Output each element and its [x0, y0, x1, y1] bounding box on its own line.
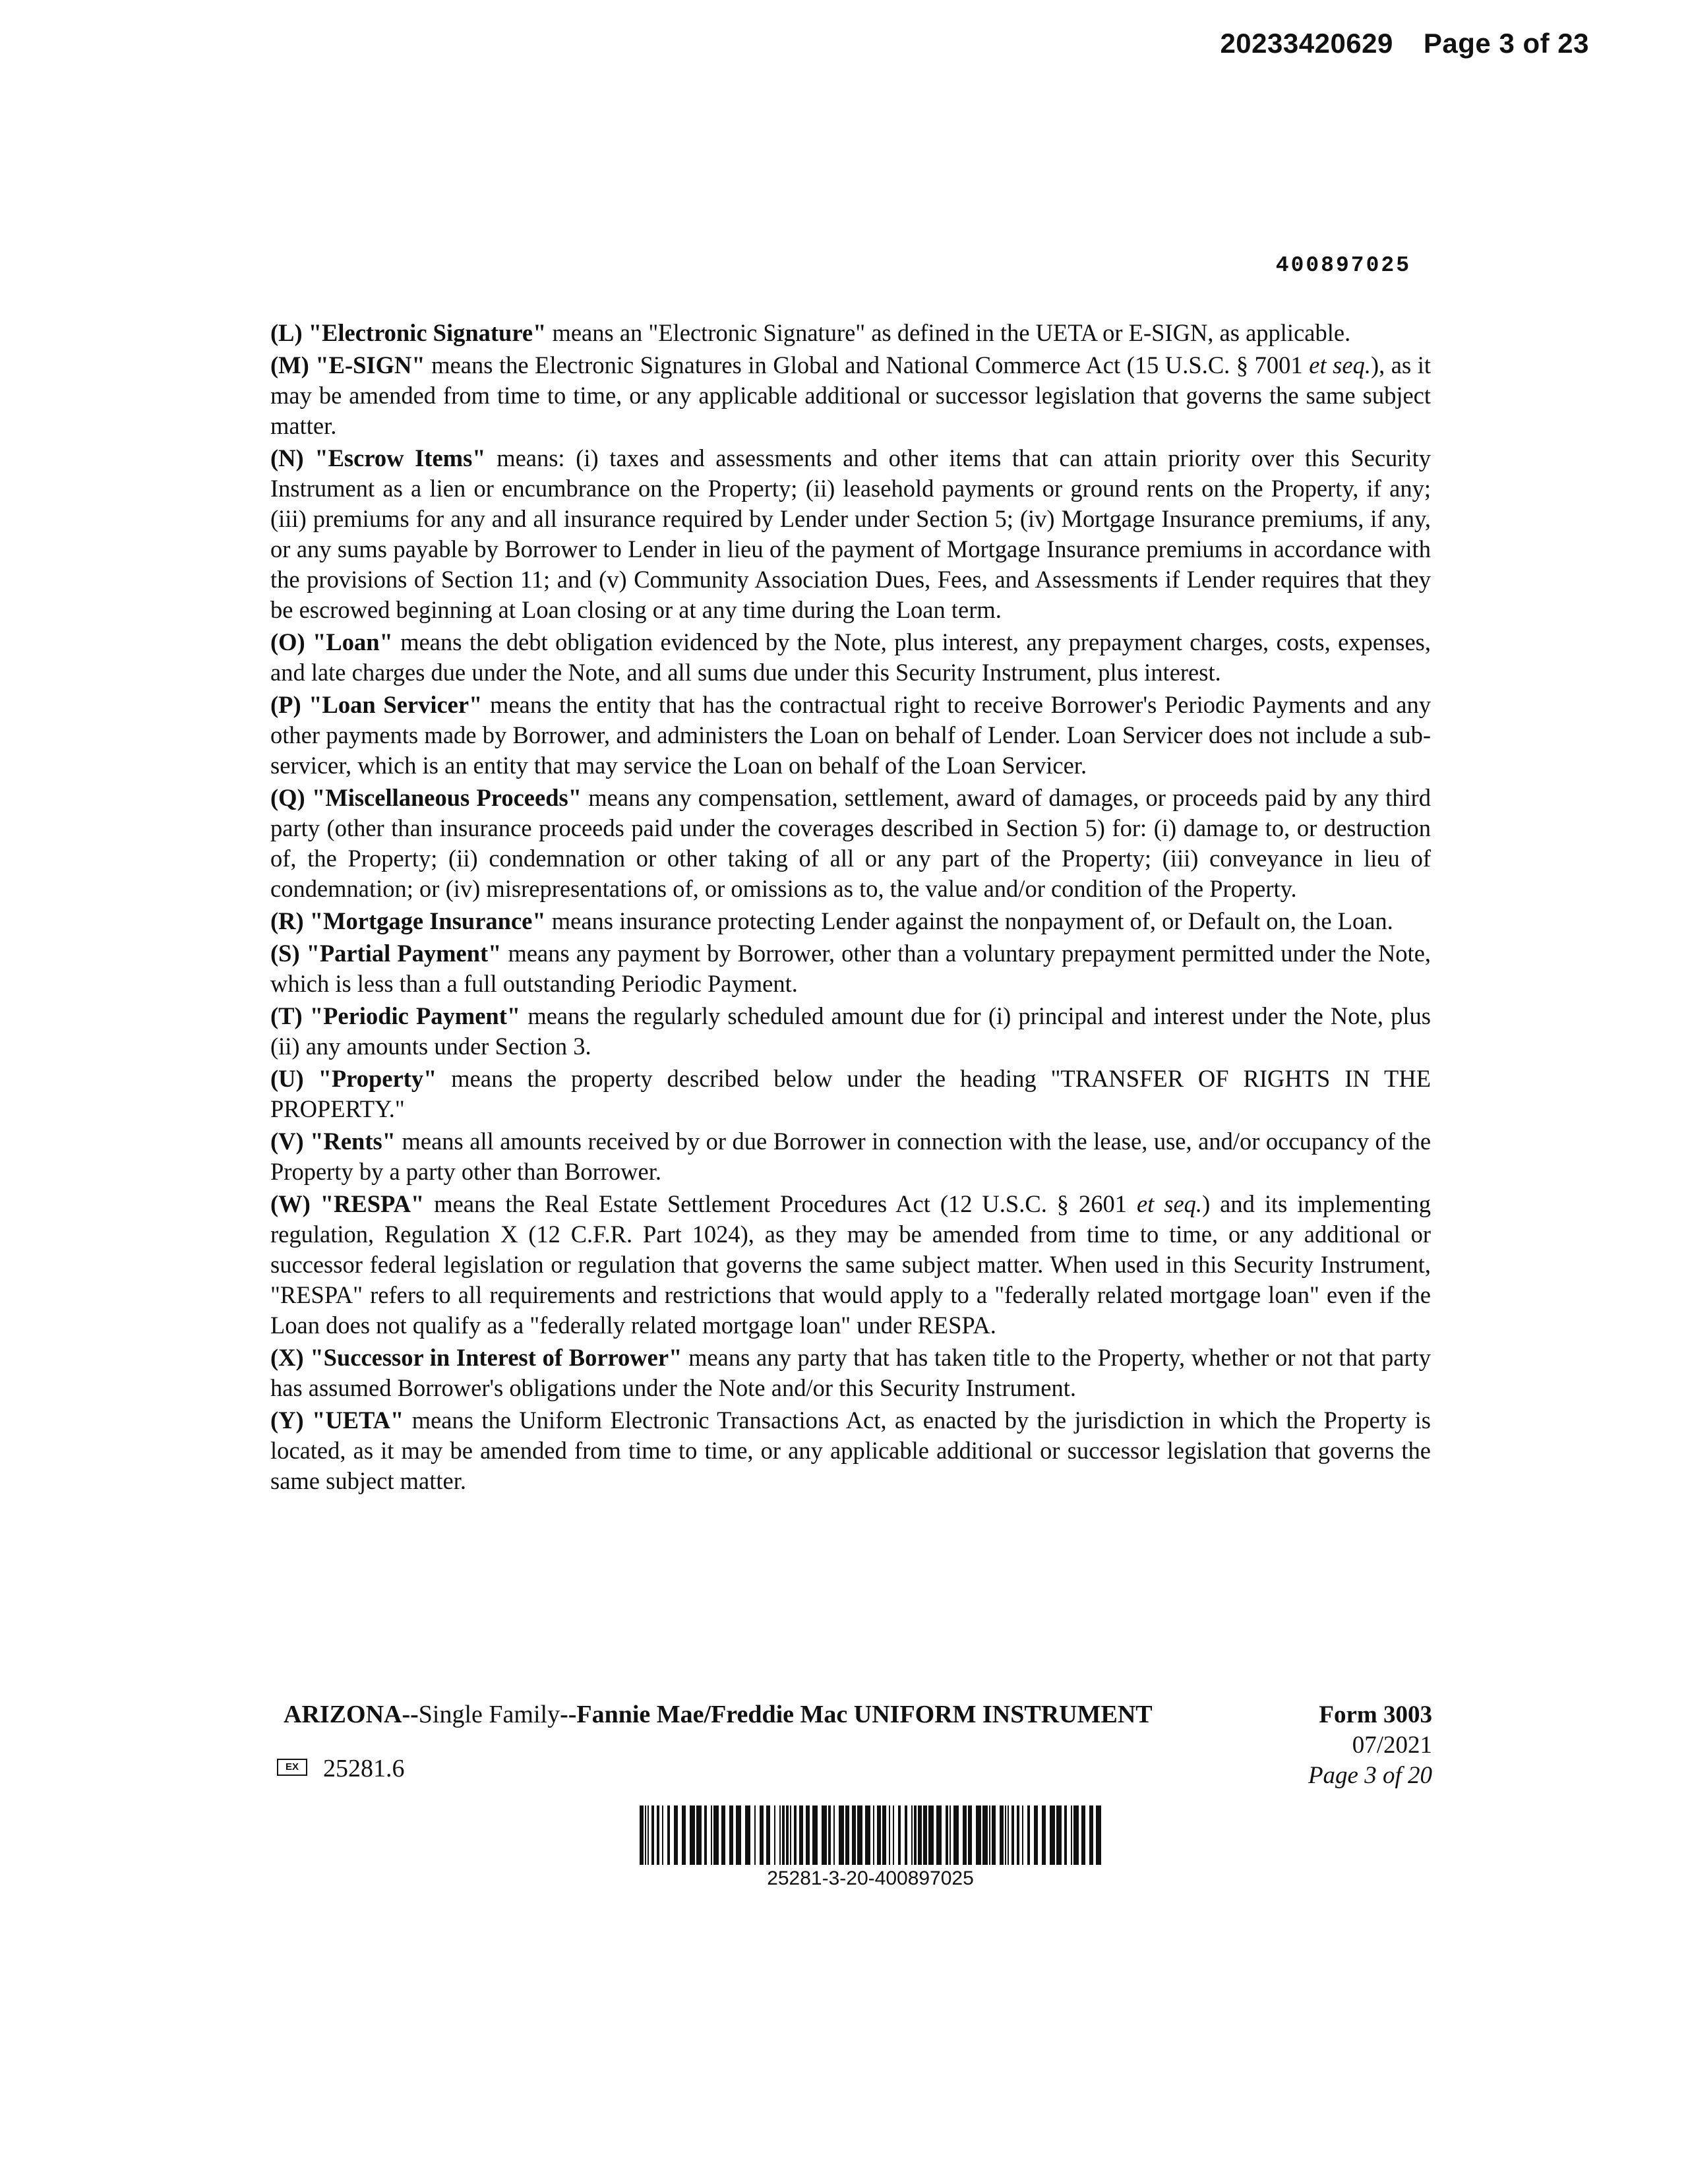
definition-Q [270, 783, 1431, 904]
definition-term: "Successor in Interest of Borrower" [310, 1344, 682, 1371]
definition-M [270, 350, 1431, 441]
barcode [640, 1805, 1101, 1890]
definition-text: means insurance protecting Lender against the nonpayment of, or Default on, the Loan. [551, 907, 1393, 934]
definition-text: means any payment by Borrower, other than a voluntary prepayment permitted under the Note, which is less than a full outstanding Periodic Payment. [270, 940, 1432, 997]
recording-number: 20233420629 [1220, 28, 1393, 59]
definition-term: "Escrow Items" [315, 444, 486, 471]
form-info [1308, 1700, 1432, 1791]
barcode-number: 25281-3-20-400897025 [767, 1867, 974, 1889]
definition-term: "Loan" [313, 628, 393, 655]
definition-text: means the entity that has the contractual right to receive Borrower's Periodic Payments and any other payments made by Borrower, and administers the Loan on behalf of Lender. Loan Servicer does not include a sub-servicer, which is an entity that may service the Loan on behalf of the Loan Servicer. [270, 691, 1432, 779]
footer-state: ARIZONA [284, 1701, 402, 1728]
definition-N [270, 443, 1431, 625]
definition-letter: (X) [270, 1344, 304, 1371]
definition-letter: (S) [270, 940, 300, 967]
footer-instrument: Fannie Mae/Freddie Mac UNIFORM INSTRUMENT [576, 1701, 1153, 1728]
recording-page-label: Page 3 of 23 [1423, 28, 1589, 59]
recording-header [1220, 28, 1589, 59]
definition-S [270, 938, 1431, 999]
definition-text: means an "Electronic Signature" as defined in the UETA or E-SIGN, as applicable. [552, 319, 1351, 346]
definition-italic: et seq. [1309, 351, 1371, 379]
ellie-mae-logo-icon: EX [277, 1759, 307, 1776]
definition-text: means the Real Estate Settlement Procedures Act (12 U.S.C. § 2601 [434, 1190, 1127, 1217]
definition-letter: (T) [270, 1002, 303, 1029]
form-page-number: Page 3 of 20 [1308, 1762, 1432, 1789]
definition-text: means any party that has taken title to the Property, whether or not that party has assumed Borrower's obligations under the Note and/or this Security Instrument. [270, 1344, 1431, 1401]
definition-text: ) and its implementing regulation, Regulation X (12 C.F.R. Part 1024), as they may be amended from time to time, or any additional or successor federal legislation or regulation that governs the same subject matter. When used in this Security Instrument, "RESPA" refers to all requirements and restrictions that would apply to a "federally related mortgage loan" even if the Loan does not qualify as a "federally related mortgage loan" under RESPA. [270, 1190, 1432, 1339]
definition-term: "Miscellaneous Proceeds" [311, 784, 582, 811]
definition-term: "E-SIGN" [315, 351, 425, 379]
form-number: Form 3003 [1319, 1701, 1432, 1728]
definition-term: "Electronic Signature" [308, 319, 547, 346]
definition-text: ), as it may be amended from time to time, or any applicable additional or successor legislation that governs the same subject matter. [270, 351, 1432, 439]
footer-instrument-title [284, 1700, 1153, 1729]
definition-Y [270, 1405, 1431, 1496]
definition-letter: (L) [270, 319, 303, 346]
definition-letter: (Q) [270, 784, 305, 811]
definition-term: "Property" [318, 1065, 437, 1092]
definition-letter: (U) [270, 1065, 304, 1092]
definition-X [270, 1343, 1431, 1403]
footer-separator: -- [402, 1701, 419, 1728]
definition-U [270, 1064, 1431, 1124]
footer-separator: -- [560, 1701, 577, 1728]
definition-term: "Rents" [310, 1128, 396, 1155]
definition-letter: (W) [270, 1190, 311, 1217]
definition-term: "Periodic Payment" [309, 1002, 521, 1029]
definition-letter: (P) [270, 691, 301, 718]
definition-text: means the Uniform Electronic Transactions Act, as enacted by the jurisdiction in which the Property is located, as it may be amended from time to time, or any applicable additional or successor legislation that governs the same subject matter. [270, 1407, 1432, 1494]
definition-letter: (Y) [270, 1407, 304, 1434]
definition-text: means the property described below under the heading "TRANSFER OF RIGHTS IN THE PROPERTY." [270, 1065, 1432, 1122]
definition-O [270, 627, 1431, 688]
definition-letter: (M) [270, 351, 309, 379]
definition-L [270, 318, 1431, 348]
definition-term: "UETA" [312, 1407, 404, 1434]
definition-term: "Loan Servicer" [309, 691, 483, 718]
document-code [277, 1754, 405, 1783]
definition-text: means the regularly scheduled amount due for (i) principal and interest under the Note, plus (ii) any amounts under Section 3. [270, 1002, 1432, 1060]
definition-term: "Mortgage Insurance" [309, 907, 546, 934]
definition-T [270, 1001, 1431, 1062]
definition-letter: (V) [270, 1128, 304, 1155]
definition-text: means the debt obligation evidenced by the Note, plus interest, any prepayment charges, costs, expenses, and late charges due under the Note, and all sums due under this Security Instrument, plus interest. [270, 628, 1431, 686]
barcode-icon [640, 1805, 1101, 1865]
definition-letter: (N) [270, 444, 304, 471]
definition-term: "RESPA" [320, 1190, 425, 1217]
definition-text: means any compensation, settlement, award of damages, or proceeds paid by any third party (other than insurance proceeds paid under the coverages described in Section 5) for: (i) damage to, or destruction of, the Property; (ii) condemnation or other taking of all or any part of the Property; (iii) conveyance in lieu of condemnation; or (iv) misrepresentations of, or omissions as to, the value and/or condition of the Property. [270, 784, 1432, 902]
form-date: 07/2021 [1352, 1732, 1432, 1759]
definition-term: "Partial Payment" [306, 940, 502, 967]
definition-letter: (O) [270, 628, 305, 655]
definition-text: means the Electronic Signatures in Global and National Commerce Act (15 U.S.C. § 7001 [431, 351, 1303, 379]
definition-R [270, 906, 1431, 936]
definition-P [270, 690, 1431, 781]
definition-letter: (R) [270, 907, 304, 934]
footer-family: Single Family [418, 1701, 560, 1728]
document-code-number: 25281.6 [323, 1755, 405, 1782]
definitions-list [270, 318, 1431, 1498]
definition-text: means: (i) taxes and assessments and other items that can attain priority over this Security Instrument as a lien or encumbrance on the Property; (ii) leasehold payments or ground rents on the Property, if any; (iii) premiums for any and all insurance required by Lender under Section 5; (iv) Mortgage Insurance premiums, if any, or any sums payable by Borrower to Lender in lieu of the payment of Mortgage Insurance premiums in accordance with the provisions of Section 11; and (v) Community Association Dues, Fees, and Assessments if Lender requires that they be escrowed beginning at Loan closing or at any time during the Loan term. [270, 444, 1431, 623]
loan-number: 400897025 [1275, 253, 1411, 278]
definition-italic: et seq. [1136, 1190, 1203, 1217]
definition-W [270, 1189, 1431, 1341]
definition-text: means all amounts received by or due Borrower in connection with the lease, use, and/or occupancy of the Property by a party other than Borrower. [270, 1128, 1432, 1185]
definition-V [270, 1126, 1431, 1187]
